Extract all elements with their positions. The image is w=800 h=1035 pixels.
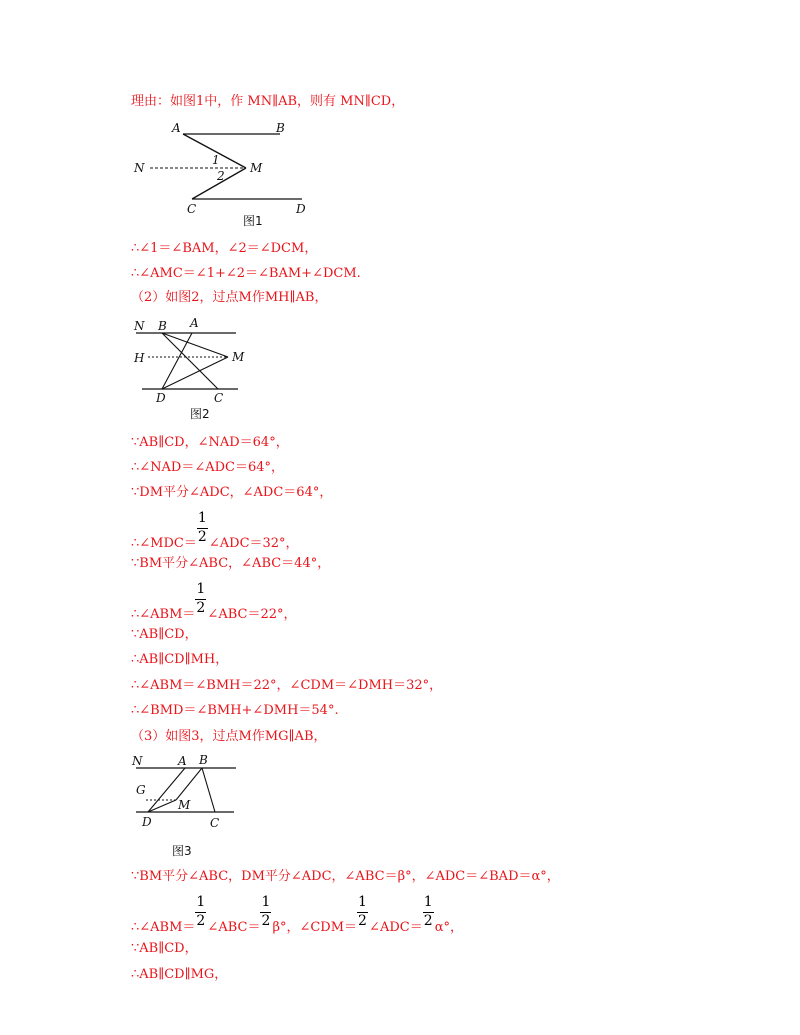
solution-line: ∴AB∥CD∥MH，: [131, 652, 229, 667]
fraction-denominator: 2: [423, 913, 433, 929]
line-text: ∠ABC＝: [207, 920, 261, 935]
figure-1: [128, 118, 318, 233]
solution-line: ∴∠ABM＝∠BMH＝22°，∠CDM＝∠DMH＝32°，: [131, 678, 443, 693]
solution-line: ∴∠NAD＝∠ADC＝64°，: [131, 460, 285, 475]
fraction-half: [357, 894, 369, 931]
line-text: ∴∠ABM＝: [131, 607, 196, 622]
part-2-heading: （2）如图2，过点M作MH∥AB，: [131, 290, 328, 305]
fig1-label-b: B: [276, 121, 285, 135]
fig2-label-n: N: [134, 319, 145, 333]
fraction-numerator: 1: [197, 510, 207, 526]
solution-line: ∴∠BMD＝∠BMH+∠DMH＝54°.: [131, 703, 339, 718]
fig1-caption: 图1: [243, 214, 263, 228]
fig3-label-m: M: [178, 798, 191, 812]
line-text: ∠ABC＝22°，: [207, 607, 297, 622]
fraction-half: [195, 894, 207, 931]
fig3-label-a: A: [178, 754, 187, 768]
line-text: ∴∠MDC＝: [131, 536, 197, 551]
line-text: ∠ADC＝32°，: [208, 536, 299, 551]
fig2-label-d: D: [156, 391, 166, 405]
fraction-denominator: 2: [197, 529, 207, 545]
fig3-label-d: D: [142, 815, 152, 829]
fig1-label-n: N: [134, 161, 145, 175]
fig2-label-b: B: [158, 319, 167, 333]
line-text: ∴∠ABM＝: [131, 920, 196, 935]
line-text: ∠ADC＝: [369, 920, 423, 935]
fraction-numerator: 1: [261, 894, 271, 910]
fraction-denominator: 2: [358, 913, 367, 929]
fraction-denominator: 2: [196, 600, 206, 616]
fig3-label-c: C: [210, 816, 220, 830]
solution-line: [131, 894, 463, 936]
fig1-label-c: C: [187, 202, 197, 216]
fraction-denominator: 2: [261, 913, 271, 929]
fig3-label-n: N: [132, 754, 143, 768]
fig1-label-m: M: [250, 161, 263, 175]
fraction-numerator: 1: [196, 581, 206, 597]
fraction-numerator: 1: [196, 894, 206, 910]
solution-line: ∴∠1＝∠BAM，∠2＝∠DCM，: [131, 241, 318, 256]
fig1-label-d: D: [296, 202, 306, 216]
figure-2: [128, 314, 246, 426]
fig2-label-c: C: [214, 391, 224, 405]
fraction-half: [423, 894, 435, 931]
fig3-label-g: G: [136, 783, 146, 797]
solution-line: ∵AB∥CD，: [131, 627, 198, 642]
fig2-caption: 图2: [190, 407, 210, 421]
fraction-numerator: 1: [423, 894, 433, 910]
solution-line: ∵AB∥CD，: [131, 941, 198, 956]
fraction-half: [260, 894, 272, 931]
solution-line: [131, 581, 297, 623]
fig2-label-m: M: [232, 350, 245, 364]
fraction-denominator: 2: [196, 913, 206, 929]
reason-line: 理由：如图1中，作 MN∥AB，则有 MN∥CD，: [131, 94, 405, 109]
fig1-angle-2: 2: [217, 169, 225, 183]
fig3-caption: 图3: [172, 844, 192, 858]
solution-line: ∵BM平分∠ABC，DM平分∠ADC，∠ABC＝β°，∠ADC＝∠BAD＝α°，: [131, 869, 560, 884]
fig2-label-h: H: [134, 351, 145, 365]
fig1-label-a: A: [172, 121, 181, 135]
figure-3: [128, 751, 246, 859]
part-3-heading: （3）如图3，过点M作MG∥AB，: [131, 729, 327, 744]
solution-line: ∵DM平分∠ADC，∠ADC＝64°，: [131, 485, 333, 500]
line-text: α°，: [434, 920, 463, 935]
line-text: β°，∠CDM＝: [272, 920, 358, 935]
fig3-label-b: B: [199, 753, 208, 767]
fig2-label-a: A: [190, 316, 199, 330]
fig1-angle-1: 1: [212, 153, 220, 167]
fraction-half: [197, 510, 209, 547]
solution-line: ∵BM平分∠ABC，∠ABC＝44°，: [131, 556, 331, 571]
fraction-numerator: 1: [358, 894, 367, 910]
solution-line: [131, 510, 299, 552]
solution-line: ∴∠AMC＝∠1+∠2＝∠BAM+∠DCM.: [131, 266, 361, 281]
fraction-half: [195, 581, 207, 618]
solution-line: ∵AB∥CD，∠NAD＝64°，: [131, 435, 289, 450]
solution-line: ∴AB∥CD∥MG，: [131, 967, 228, 982]
